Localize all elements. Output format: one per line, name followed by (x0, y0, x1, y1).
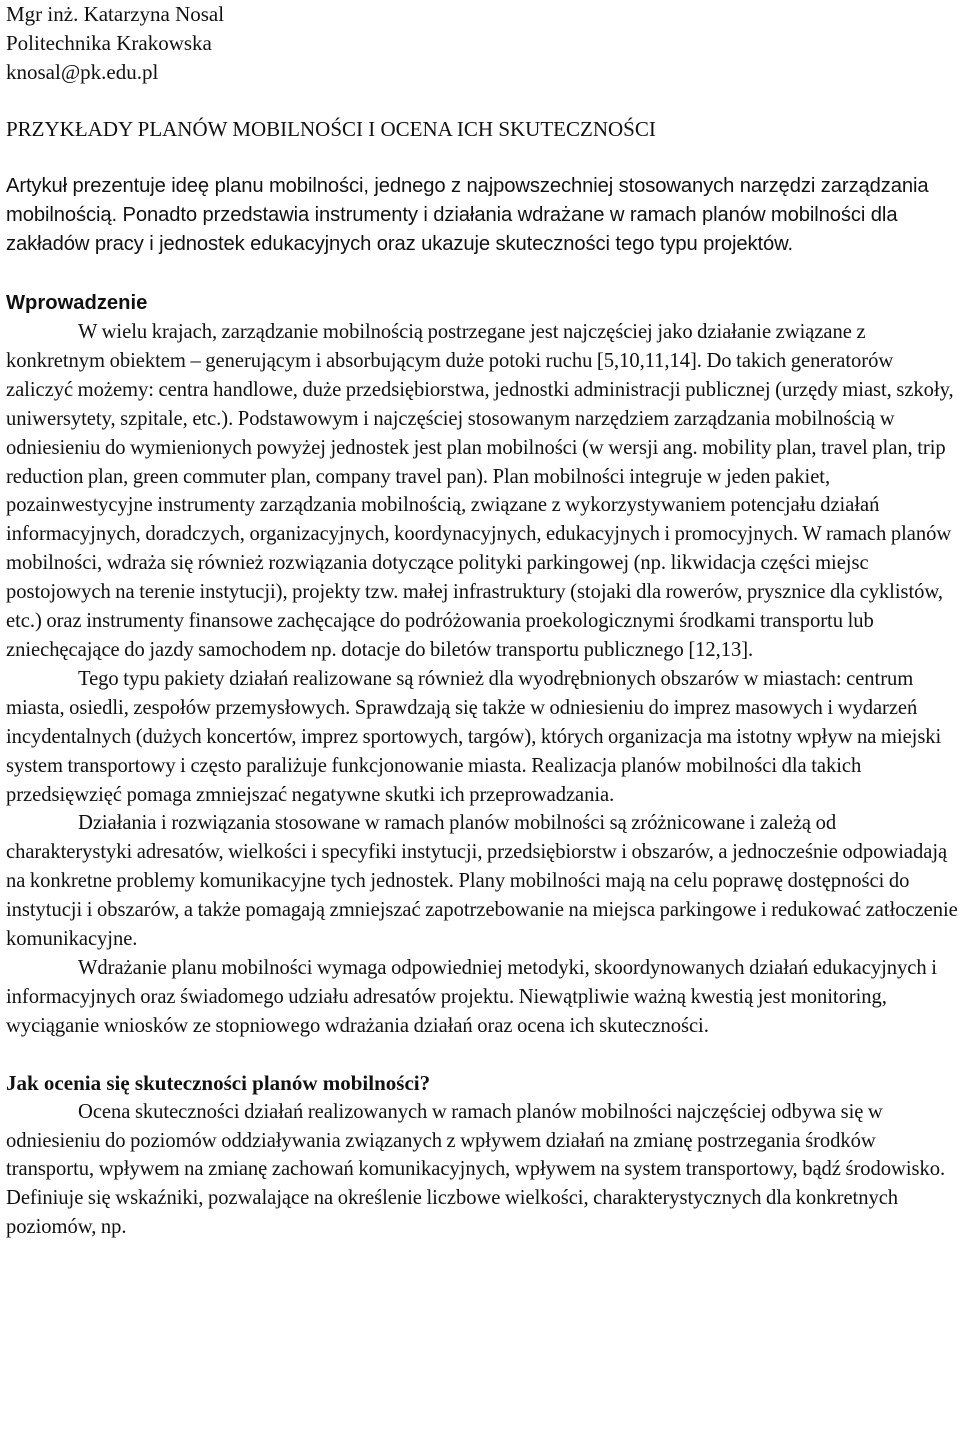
intro-paragraph-4: Wdrażanie planu mobilności wymaga odpowiedniej metodyki, skoordynowanych działań edukacyjnych i informacyjnych oraz świadomego udziału adresatów projektu. Niewątpliwie ważną kwestią jest monitoring, wyciąganie wniosków ze stopniowego wdrażania działań oraz ocena ich skuteczności. (6, 956, 937, 1037)
document-page (6, 0, 958, 1242)
intro-paragraph-2: Tego typu pakiety działań realizowane są również dla wyodrębnionych obszarów w miastach: centrum miasta, osiedli, zespołów przemysłowych. Sprawdzają się także w odniesieniu do imprez masowych i wydarzeń incydentalnych (dużych koncertów, imprez sportowych, targów), których organizacja ma istotny wpływ na miejski system transportowy i często paraliżuje funkcjonowanie miasta. Realizacja planów mobilności dla takich przedsięwzięć pomaga zmniejszać negatywne skutki ich przeprowadzania. (6, 667, 942, 806)
intro-paragraph-3: Działania i rozwiązania stosowane w ramach planów mobilności są zróżnicowane i zależą od charakterystyki adresatów, wielkości i specyfiki instytucji, przedsiębiorstw i obszarów, a jednocześnie odpowiadają na konkretne problemy komunikacyjne tych jednostek. Plany mobilności mają na celu poprawę dostępności do instytucji i obszarów, a także pomagają zmniejszać zapotrzebowanie na miejsca parkingowe i redukować zatłoczenie komunikacyjne. (6, 812, 958, 951)
evaluation-heading: Jak ocenia się skuteczności planów mobilności? (6, 1070, 431, 1095)
intro-heading: Wprowadzenie (6, 292, 148, 314)
author-email: knosal@pk.edu.pl (6, 60, 159, 84)
author-name: Mgr inż. Katarzyna Nosal (6, 2, 225, 26)
author-affiliation: Politechnika Krakowska (6, 31, 212, 55)
article-title: PRZYKŁADY PLANÓW MOBILNOŚCI I OCENA ICH SKUTECZNOŚCI (6, 117, 656, 141)
abstract-paragraph: Artykuł prezentuje ideę planu mobilności, jednego z najpowszechniej stosowanych narzędzi zarządzania mobilnością. Ponadto przedstawia instrumenty i działania wdrażane w ramach planów mobilności dla zakładów pracy i jednostek edukacyjnych oraz ukazuje skuteczności tego typu projektów. (6, 175, 929, 255)
author-block (6, 0, 958, 87)
evaluation-paragraph-1: Ocena skuteczności działań realizowanych w ramach planów mobilności najczęściej odbywa się w odniesieniu do poziomów oddziaływania związanych z wpływem działań na zmianę postrzegania środków transportu, wpływem na zmianę zachowań komunikacyjnych, wpływem na system transportowy, bądź środowisko. Definiuje się wskaźniki, pozwalające na określenie liczbowe wielkości, charakterystycznych dla konkretnych poziomów, np. (6, 1100, 946, 1239)
intro-paragraph-1: W wielu krajach, zarządzanie mobilnością postrzegane jest najczęściej jako działanie związane z konkretnym obiektem – generującym i absorbującym duże potoki ruchu [5,10,11,14]. Do takich generatorów zaliczyć możemy: centra handlowe, duże przedsiębiorstwa, jednostki administracji publicznej (urzędy miast, szkoły, uniwersytety, szpitale, etc.). Podstawowym i najczęściej stosowanym narzędziem zarządzania mobilnością w odniesieniu do wymienionych powyżej jednostek jest plan mobilności (w wersji ang. mobility plan, travel plan, trip reduction plan, green commuter plan, company travel pan). Plan mobilności integruje w jeden pakiet, pozainwestycyjne instrumenty zarządzania mobilnością, związane z wykorzystywaniem potencjału działań informacyjnych, doradczych, organizacyjnych, koordynacyjnych, edukacyjnych i promocyjnych. W ramach planów mobilności, wdraża się również rozwiązania dotyczące polityki parkingowej (np. likwidacja części miejsc postojowych na terenie instytucji), projekty tzw. małej infrastruktury (stojaki dla rowerów, prysznice dla cyklistów, etc.) oraz instrumenty finansowe zachęcające do podróżowania proekologicznymi środkami transportu lub zniechęcające do jazdy samochodem np. dotacje do biletów transportu publicznego [12,13]. (6, 321, 954, 661)
